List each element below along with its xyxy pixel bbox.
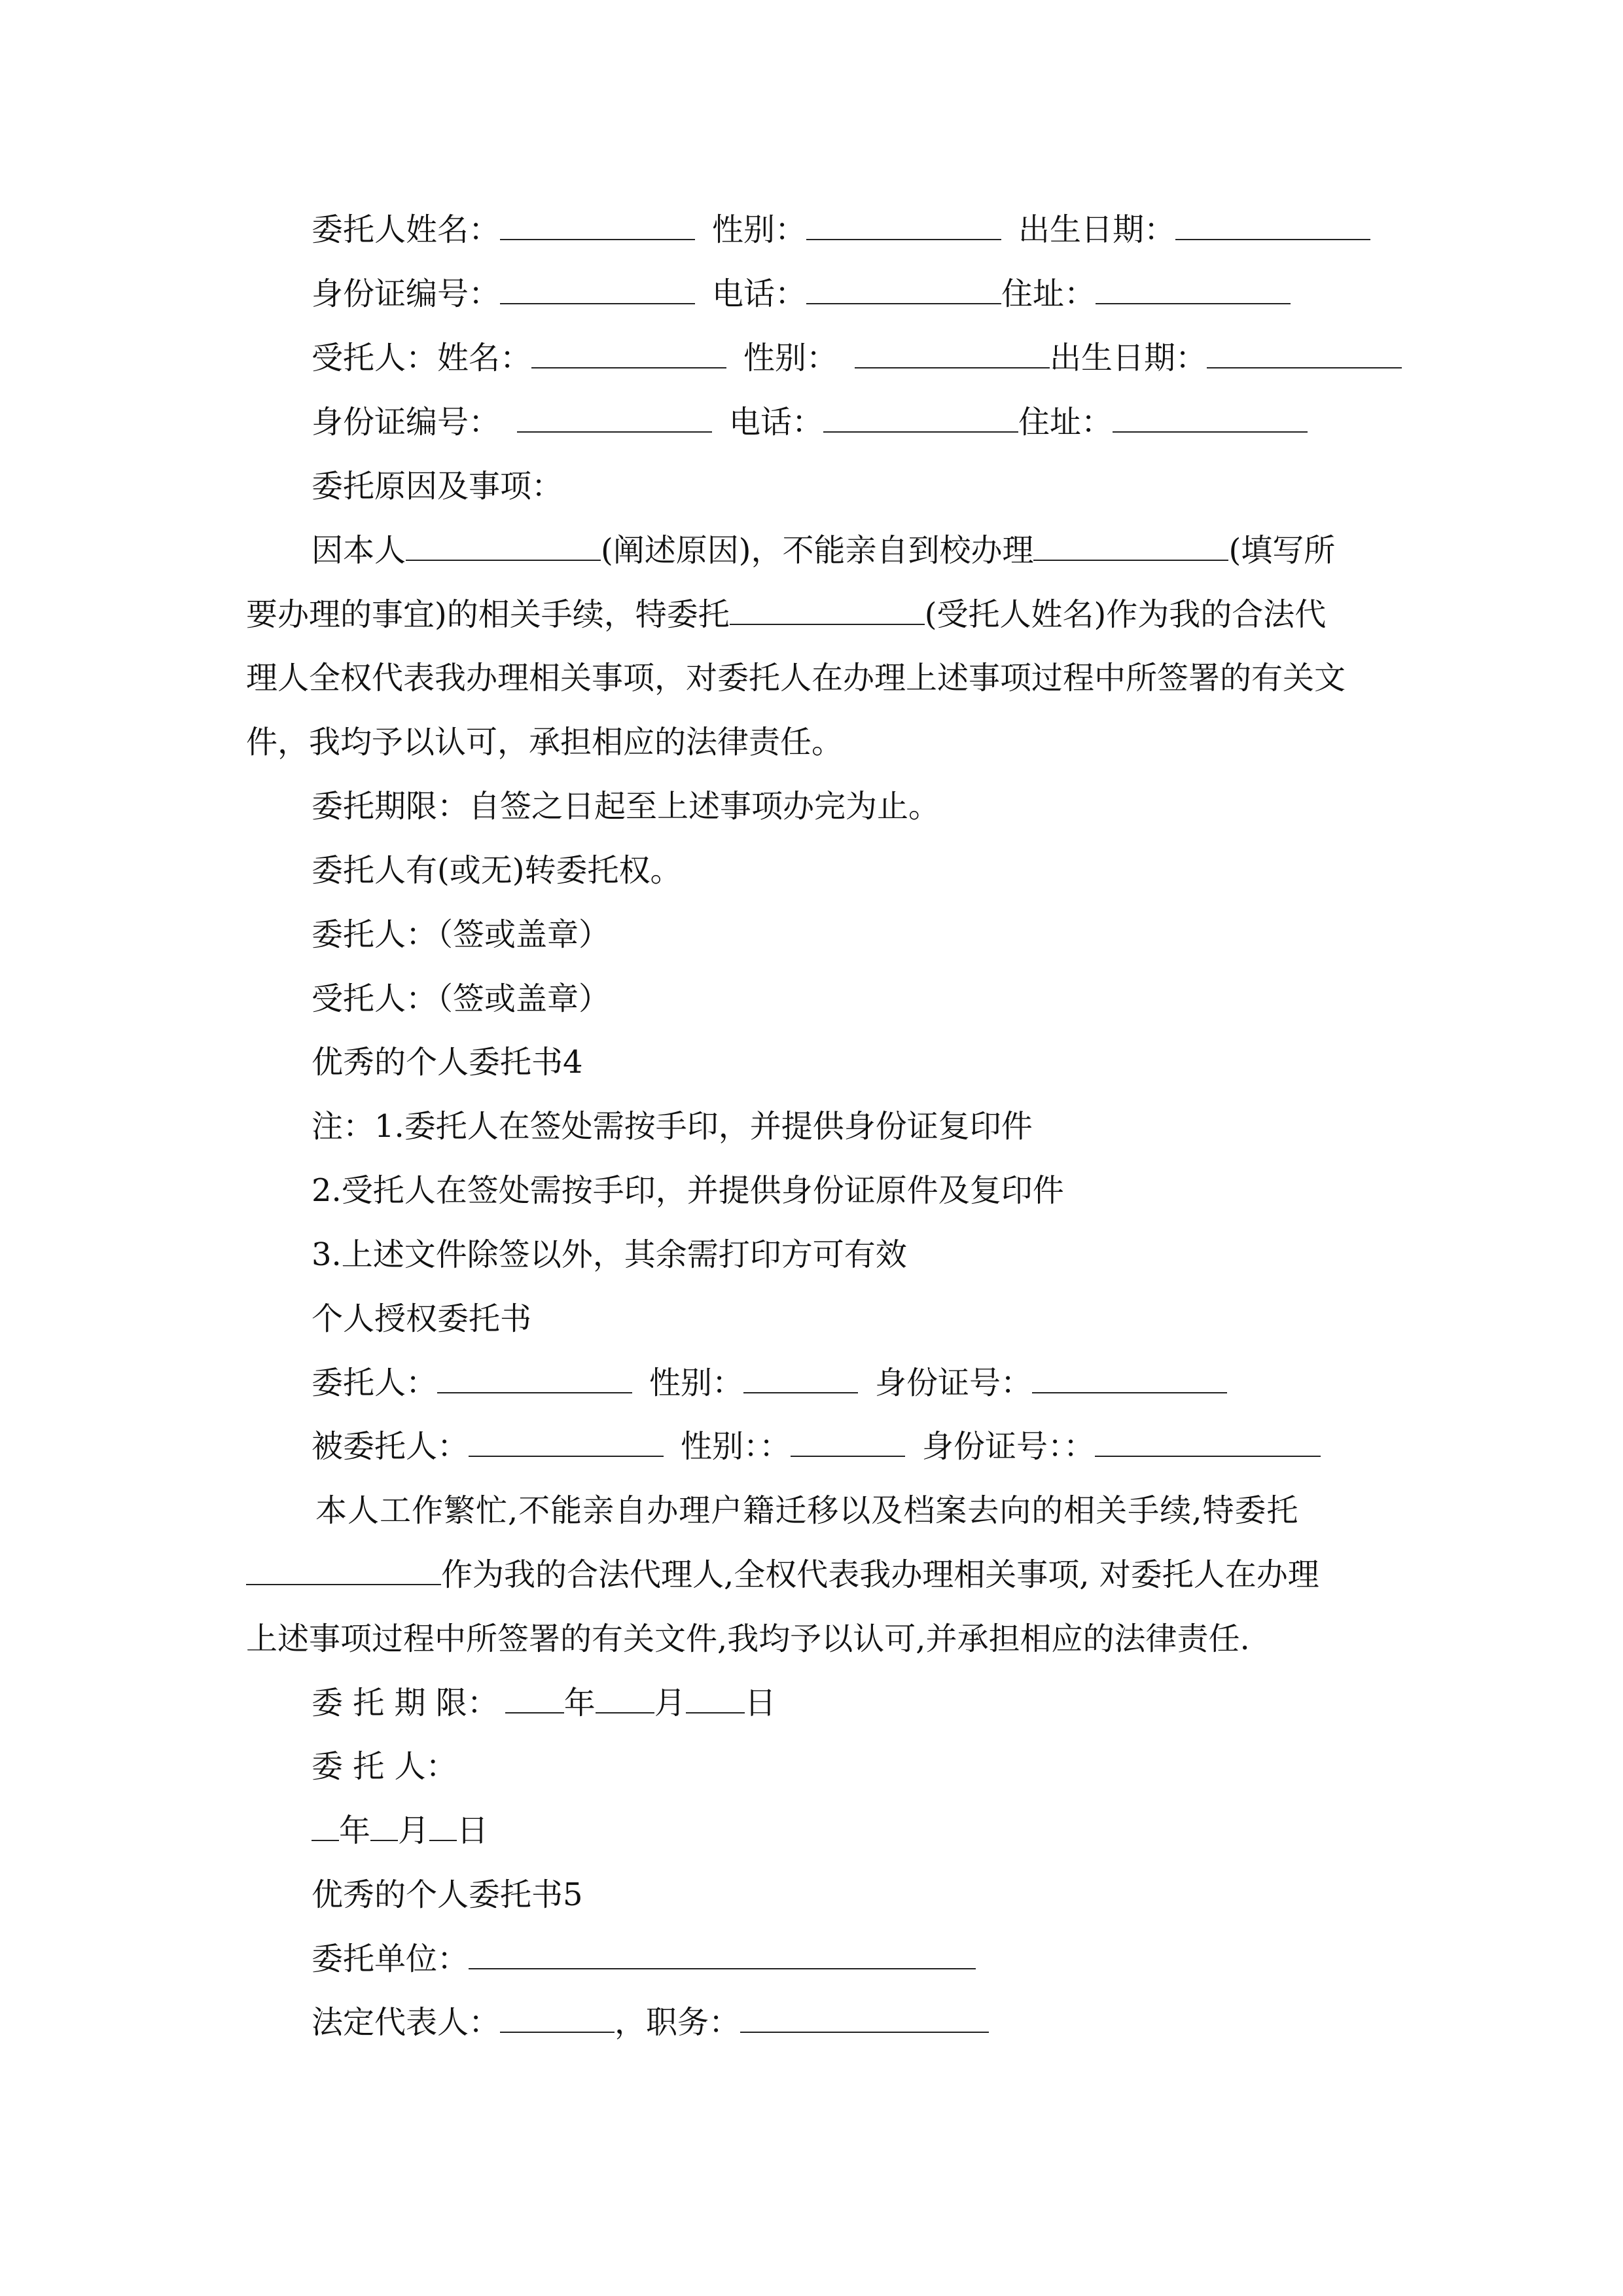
label: 电话： — [712, 276, 807, 312]
agent-line — [312, 1427, 1321, 1466]
label: 住址： — [1018, 404, 1113, 440]
label: 日 — [744, 1685, 776, 1721]
id-blank[interactable] — [1095, 1427, 1321, 1457]
birthdate-blank[interactable] — [1175, 210, 1370, 240]
authorization-paragraph-line: 上述事项过程中所签署的有关文件,我均予以认可,并承担相应的法律责任. — [246, 1621, 1250, 1657]
label: ，职务： — [615, 2004, 741, 2041]
label: 法定代表人： — [312, 2004, 501, 2041]
authorization-paragraph-line — [246, 1555, 1319, 1594]
term-line: 委托期限：自签之日起至上述事项办完为止。 — [312, 788, 940, 825]
text: 作为我的合法代理人,全权代表我办理相关事项, 对委托人在办理 — [441, 1556, 1319, 1593]
label: 月 — [654, 1685, 686, 1721]
unit-blank[interactable] — [469, 1939, 976, 1969]
agent-info-line — [312, 338, 1402, 378]
legal-rep-line — [312, 2003, 989, 2042]
reason-paragraph-line: 理人全权代表我办理相关事项，对委托人在办理上述事项过程中所签署的有关文 — [246, 660, 1346, 696]
agent-id-line — [312, 403, 1308, 442]
legal-rep-blank[interactable] — [500, 2003, 615, 2033]
gender-blank[interactable] — [743, 1363, 858, 1393]
principal-info-line — [312, 210, 1370, 249]
label: 身份证号：： — [922, 1428, 1096, 1465]
agent-name-blank[interactable] — [730, 595, 925, 625]
label: 身份证号： — [875, 1365, 1033, 1401]
agent-name-blank[interactable] — [246, 1555, 441, 1585]
birthdate-blank[interactable] — [1207, 338, 1402, 368]
id-blank[interactable] — [517, 403, 712, 433]
reason-heading: 委托原因及事项： — [312, 468, 563, 505]
reason-paragraph-line — [246, 595, 1326, 634]
section-title-5: 优秀的个人委托书5 — [312, 1876, 583, 1913]
label: 身份证编号： — [312, 276, 501, 312]
label: 出生日期： — [1018, 211, 1176, 248]
gender-blank[interactable] — [791, 1427, 905, 1457]
phone-blank[interactable] — [806, 274, 1001, 304]
address-blank[interactable] — [1096, 274, 1291, 304]
label: 性别： — [649, 1365, 744, 1401]
label: 日 — [457, 1812, 489, 1849]
matter-blank[interactable] — [1033, 531, 1228, 561]
phone-blank[interactable] — [823, 403, 1018, 433]
term-date-line — [312, 1683, 776, 1723]
gender-blank[interactable] — [806, 210, 1001, 240]
label: 受托人： — [312, 340, 438, 376]
label: 身份证编号： — [312, 404, 501, 440]
reason-paragraph-line: 件，我均予以认可，承担相应的法律责任。 — [246, 724, 844, 761]
label: 月 — [398, 1812, 430, 1849]
unit-line — [312, 1939, 976, 1979]
label: 姓名： — [437, 340, 532, 376]
text: 因本人 — [312, 532, 406, 569]
position-blank[interactable] — [740, 2003, 989, 2033]
label: 年 — [563, 1685, 596, 1721]
sign-date-line — [312, 1811, 488, 1850]
month-blank[interactable] — [596, 1683, 654, 1713]
reason-paragraph-line — [312, 531, 1335, 570]
name-blank[interactable] — [531, 338, 726, 368]
year-blank[interactable] — [505, 1683, 564, 1713]
form-title: 个人授权委托书 — [312, 1300, 532, 1337]
label: 出生日期： — [1050, 340, 1207, 376]
text: (受托人姓名)作为我的合法代 — [924, 596, 1327, 633]
principal-signature-line: 委托人：（签或盖章） — [312, 916, 611, 953]
text: (填写所 — [1228, 532, 1336, 569]
text: (阐述原因)，不能亲自到校办理 — [601, 532, 1034, 569]
year-blank[interactable] — [312, 1811, 339, 1841]
label: 性别： — [743, 340, 838, 376]
label: 委 托 期 限： — [312, 1685, 499, 1721]
principal-blank[interactable] — [437, 1363, 632, 1393]
note-1: 注：1.委托人在签处需按手印，并提供身份证复印件 — [312, 1108, 1033, 1145]
day-blank[interactable] — [686, 1683, 745, 1713]
label: 委托人： — [312, 1365, 438, 1401]
label: 性别：： — [681, 1428, 791, 1465]
agent-blank[interactable] — [469, 1427, 664, 1457]
label: 委托人姓名： — [312, 211, 501, 248]
month-blank[interactable] — [370, 1811, 398, 1841]
label: 性别： — [712, 211, 807, 248]
label: 年 — [339, 1812, 371, 1849]
principal-id-line — [312, 274, 1291, 314]
address-blank[interactable] — [1113, 403, 1308, 433]
sub-delegation-line: 委托人有(或无)转委托权。 — [312, 852, 682, 889]
agent-signature-line: 受托人：（签或盖章） — [312, 980, 611, 1017]
principal-line — [312, 1363, 1227, 1403]
label: 被委托人： — [312, 1428, 469, 1465]
text: 要办理的事宜)的相关手续，特委托 — [246, 596, 730, 633]
principal-sign-line: 委 托 人： — [312, 1748, 457, 1785]
label: 委托单位： — [312, 1941, 469, 1977]
id-blank[interactable] — [500, 274, 695, 304]
label: 住址： — [1001, 276, 1096, 312]
label: 电话： — [729, 404, 824, 440]
authorization-paragraph-line: 本人工作繁忙,不能亲自办理户籍迁移以及档案去向的相关手续,特委托 — [315, 1492, 1299, 1529]
day-blank[interactable] — [429, 1811, 457, 1841]
reason-blank[interactable] — [406, 531, 601, 561]
gender-blank[interactable] — [855, 338, 1050, 368]
note-3: 3.上述文件除签以外，其余需打印方可有效 — [312, 1236, 907, 1273]
section-title-4: 优秀的个人委托书4 — [312, 1044, 583, 1081]
name-blank[interactable] — [500, 210, 695, 240]
id-blank[interactable] — [1032, 1363, 1227, 1393]
note-2: 2.受托人在签处需按手印，并提供身份证原件及复印件 — [312, 1172, 1064, 1209]
